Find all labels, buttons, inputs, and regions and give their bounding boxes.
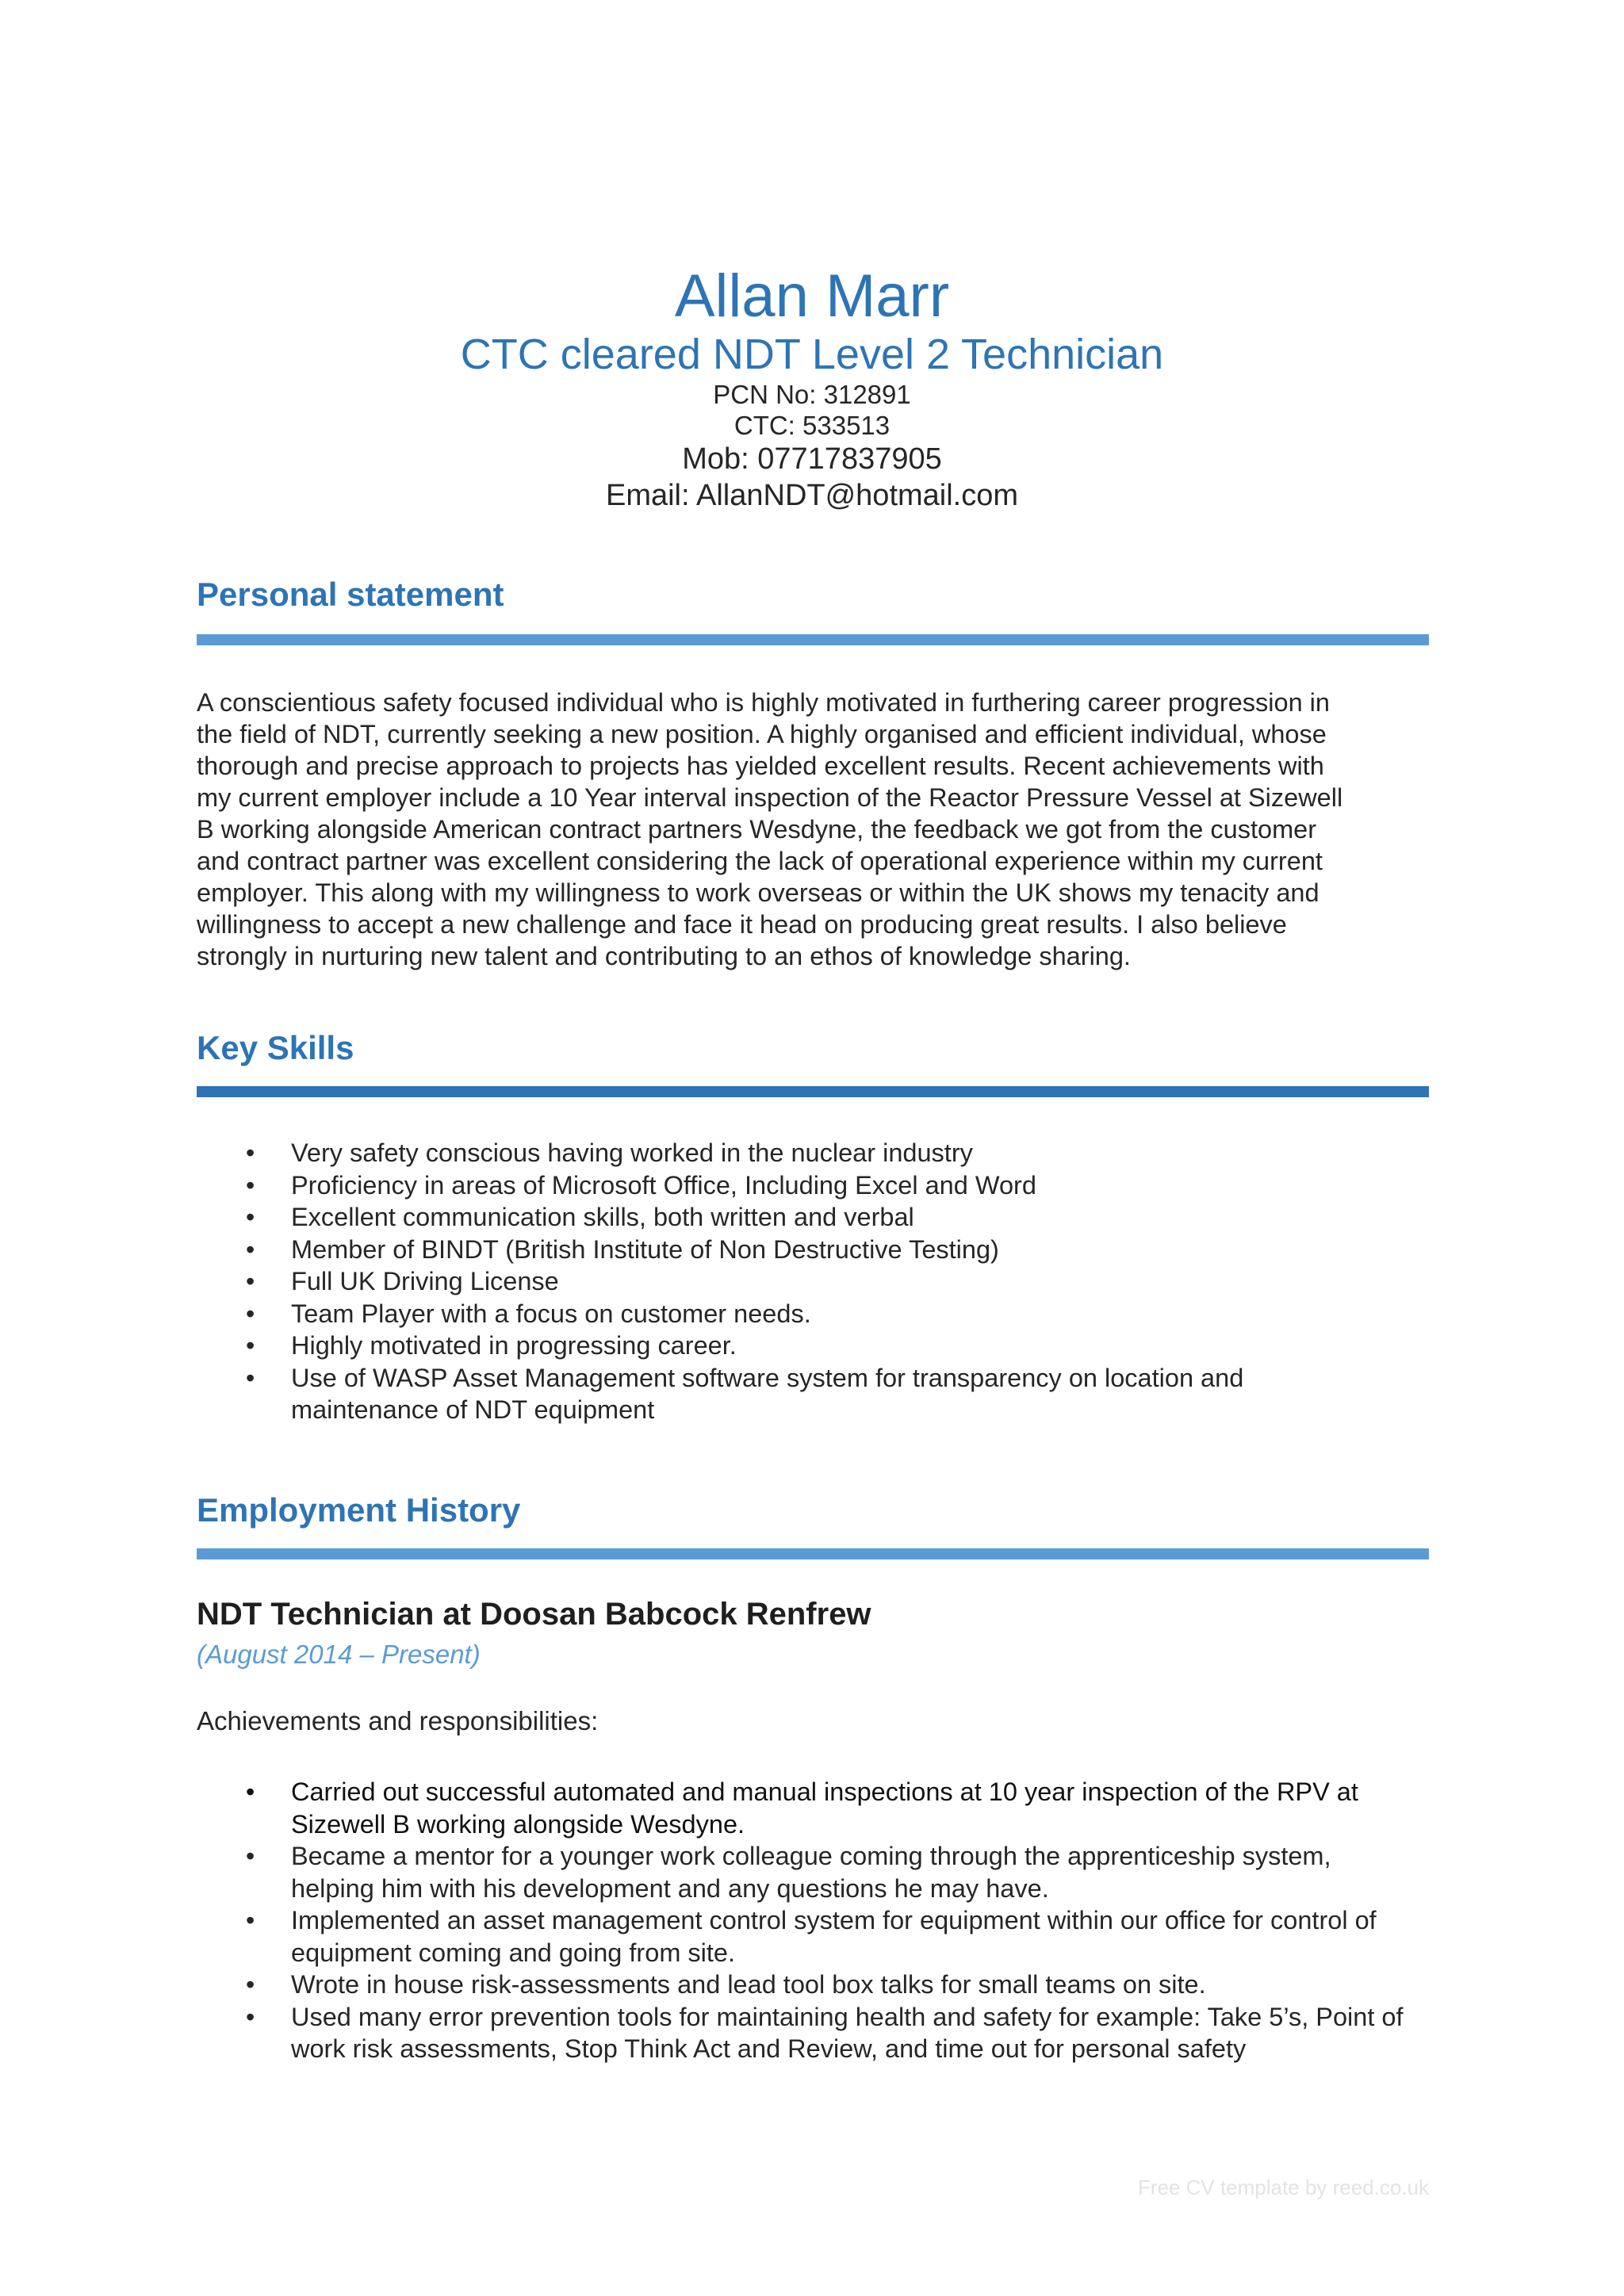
job-dates: (August 2014 – Present) [197,1640,481,1669]
statement-line: thorough and precise approach to projects has yielded excellent results. Recent achievements with [197,752,1324,780]
bullet-icon: • [246,1299,255,1328]
statement-line: my current employer include a 10 Year interval inspection of the Reactor Pressure Vessel at Sizewell [197,783,1343,812]
bullet-icon: • [246,1331,255,1360]
statement-line: strongly in nurturing new talent and contributing to an ethos of knowledge sharing. [197,942,1131,970]
email-address: Email: AllanNDT@hotmail.com [605,478,1019,512]
personal-statement-heading: Personal statement [197,576,504,613]
job-intro: Achievements and responsibilities: [197,1706,599,1735]
statement-line: B working alongside American contract partners Wesdyne, the feedback we got from the customer [197,815,1317,844]
statement-line: A conscientious safety focused individual who is highly motivated in furthering career progression in [197,688,1330,717]
bullet-icon: • [246,1267,255,1295]
statement-line: the field of NDT, currently seeking a new position. A highly organised and efficient individual, whose [197,720,1327,748]
job-title: NDT Technician at Doosan Babcock Renfrew [197,1597,871,1632]
list-item: • Used many error prevention tools for maintaining health and safety for example: Take 5’s, Point of work risk assessments, Stop Think Act and Review, and time out for personal safety [246,2002,1404,2063]
bullet-icon: • [246,1906,255,1934]
bullet-icon: • [246,1970,255,1999]
list-item: • Implemented an asset management control system for equipment within our office for control of equipment coming and going from site. [246,1906,1377,1967]
bullet-icon: • [246,2002,255,2031]
list-item: • Carried out successful automated and manual inspections at 10 year inspection of the RPV at Sizewell B working alongside Wesdyne. [246,1777,1358,1839]
bullet-icon: • [246,1777,255,1806]
list-item: • Member of BINDT (British Institute of Non Destructive Testing) [197,1234,1434,1266]
personal-statement-text [197,687,1434,972]
job-responsibilities-list [197,1776,1434,2065]
list-item: • Wrote in house risk-assessments and lead tool box talks for small teams on site. [197,1969,1434,2001]
key-skills-list [197,1137,1434,1426]
key-skills-rule [197,1086,1429,1097]
cv-header [0,262,1624,514]
key-skills-heading: Key Skills [197,1029,354,1066]
mobile-number: Mob: 07717837905 [682,442,942,476]
list-item: • Team Player with a focus on customer needs. [197,1298,1434,1330]
personal-statement-rule [197,634,1429,645]
list-item: • Excellent communication skills, both written and verbal [197,1201,1434,1234]
statement-line: employer. This along with my willingness to work overseas or within the UK shows my tenacity and [197,878,1320,907]
ctc-number: CTC: 533513 [733,411,891,441]
list-item: • Very safety conscious having worked in the nuclear industry [197,1137,1434,1169]
pcn-number: PCN No: 312891 [713,379,911,409]
bullet-icon: • [246,1842,255,1870]
statement-line: and contract partner was excellent considering the lack of operational experience within my current [197,847,1323,875]
statement-line: willingness to accept a new challenge and face it head on producing great results. I also believe [197,910,1287,939]
employment-history-heading: Employment History [197,1491,521,1529]
list-item: • Full UK Driving License [197,1265,1434,1298]
list-item: • Became a mentor for a younger work colleague coming through the apprenticeship system, helping him with his development and any questions he may have. [246,1842,1331,1903]
candidate-title: CTC cleared NDT Level 2 Technician [460,331,1164,379]
employment-history-rule [197,1548,1429,1559]
candidate-name: Allan Marr [674,262,950,330]
template-watermark: Free CV template by reed.co.uk [1137,2175,1429,2199]
bullet-icon: • [246,1170,255,1200]
bullet-icon: • [246,1203,255,1231]
bullet-icon: • [246,1138,255,1167]
bullet-icon: • [246,1234,255,1264]
bullet-icon: • [246,1363,255,1392]
list-item: • Use of WASP Asset Management software system for transparency on location and maintenance of NDT equipment [246,1363,1244,1424]
list-item: • Proficiency in areas of Microsoft Office, Including Excel and Word [197,1169,1434,1202]
list-item: • Highly motivated in progressing career. [197,1330,1434,1362]
